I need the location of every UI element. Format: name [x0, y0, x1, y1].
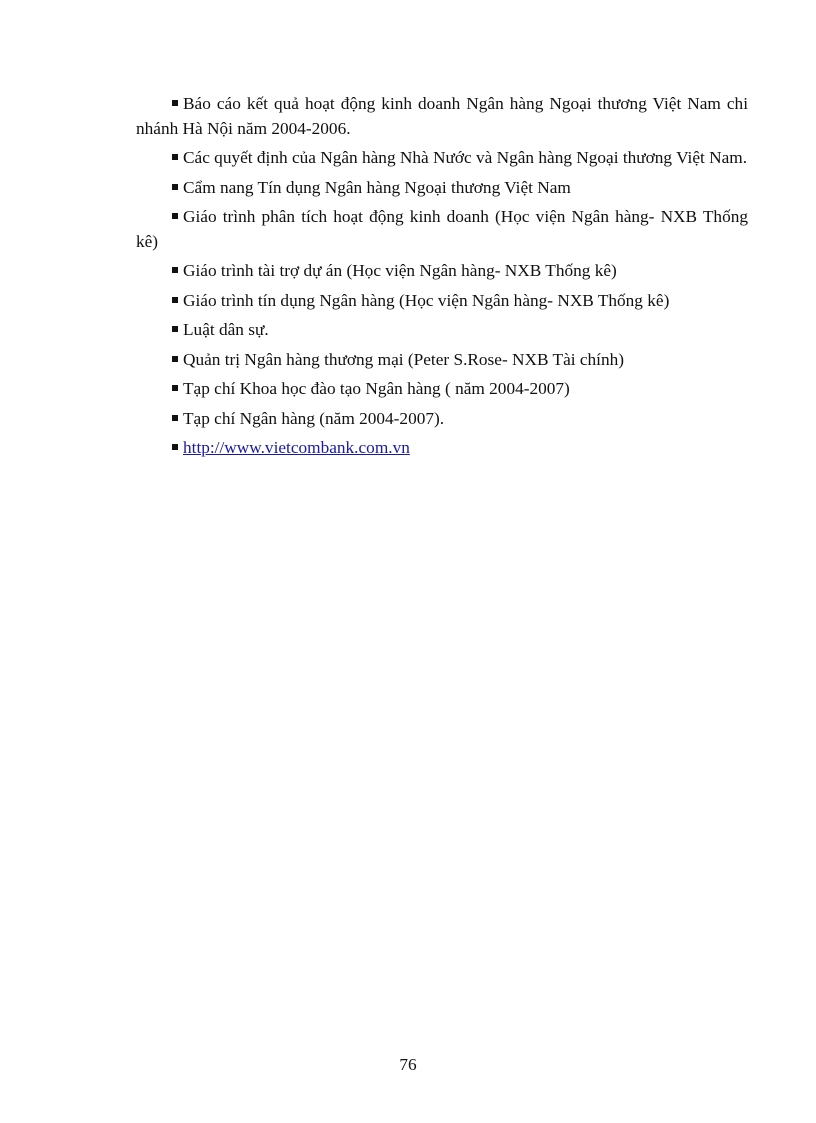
square-bullet-icon — [172, 100, 178, 106]
reference-item — [136, 377, 748, 402]
reference-item — [136, 348, 748, 373]
square-bullet-icon — [172, 356, 178, 362]
square-bullet-icon — [172, 213, 178, 219]
page-number: 76 — [399, 1055, 417, 1074]
square-bullet-icon — [172, 444, 178, 450]
reference-text: Luật dân sự. — [183, 320, 269, 339]
square-bullet-icon — [172, 385, 178, 391]
reference-text: Tạp chí Khoa học đào tạo Ngân hàng ( năm 2004-2007) — [183, 379, 570, 398]
reference-item — [136, 146, 748, 171]
reference-item — [136, 176, 748, 201]
square-bullet-icon — [172, 184, 178, 190]
reference-text: Cẩm nang Tín dụng Ngân hàng Ngoại thương Việt Nam — [183, 177, 571, 197]
reference-text: Giáo trình tín dụng Ngân hàng (Học viện Ngân hàng- NXB Thống kê) — [183, 290, 670, 310]
reference-text: Tạp chí Ngân hàng (năm 2004-2007). — [183, 408, 445, 428]
reference-item — [136, 407, 748, 432]
reference-item — [136, 259, 748, 284]
reference-item — [136, 436, 748, 461]
reference-text: Giáo trình tài trợ dự án (Học viện Ngân hàng- NXB Thống kê) — [183, 261, 617, 280]
reference-item — [136, 92, 748, 141]
square-bullet-icon — [172, 267, 178, 273]
square-bullet-icon — [172, 326, 178, 332]
reference-list — [136, 92, 748, 466]
reference-text: Giáo trình phân tích hoạt động kinh doanh (Học viện Ngân hàng- NXB Thống kê) — [136, 207, 748, 251]
square-bullet-icon — [172, 415, 178, 421]
reference-item — [136, 318, 748, 343]
square-bullet-icon — [172, 154, 178, 160]
square-bullet-icon — [172, 297, 178, 303]
reference-text: Báo cáo kết quả hoạt động kinh doanh Ngân hàng Ngoại thương Việt Nam chi nhánh Hà Nội năm 2004-2006. — [136, 94, 748, 138]
reference-text: Quản trị Ngân hàng thương mại (Peter S.Rose- NXB Tài chính) — [183, 349, 625, 369]
vietcombank-link[interactable]: http://www.vietcombank.com.vn — [183, 438, 410, 457]
reference-item — [136, 205, 748, 254]
reference-text: Các quyết định của Ngân hàng Nhà Nước và Ngân hàng Ngoại thương Việt Nam. — [183, 148, 748, 167]
reference-item — [136, 289, 748, 314]
